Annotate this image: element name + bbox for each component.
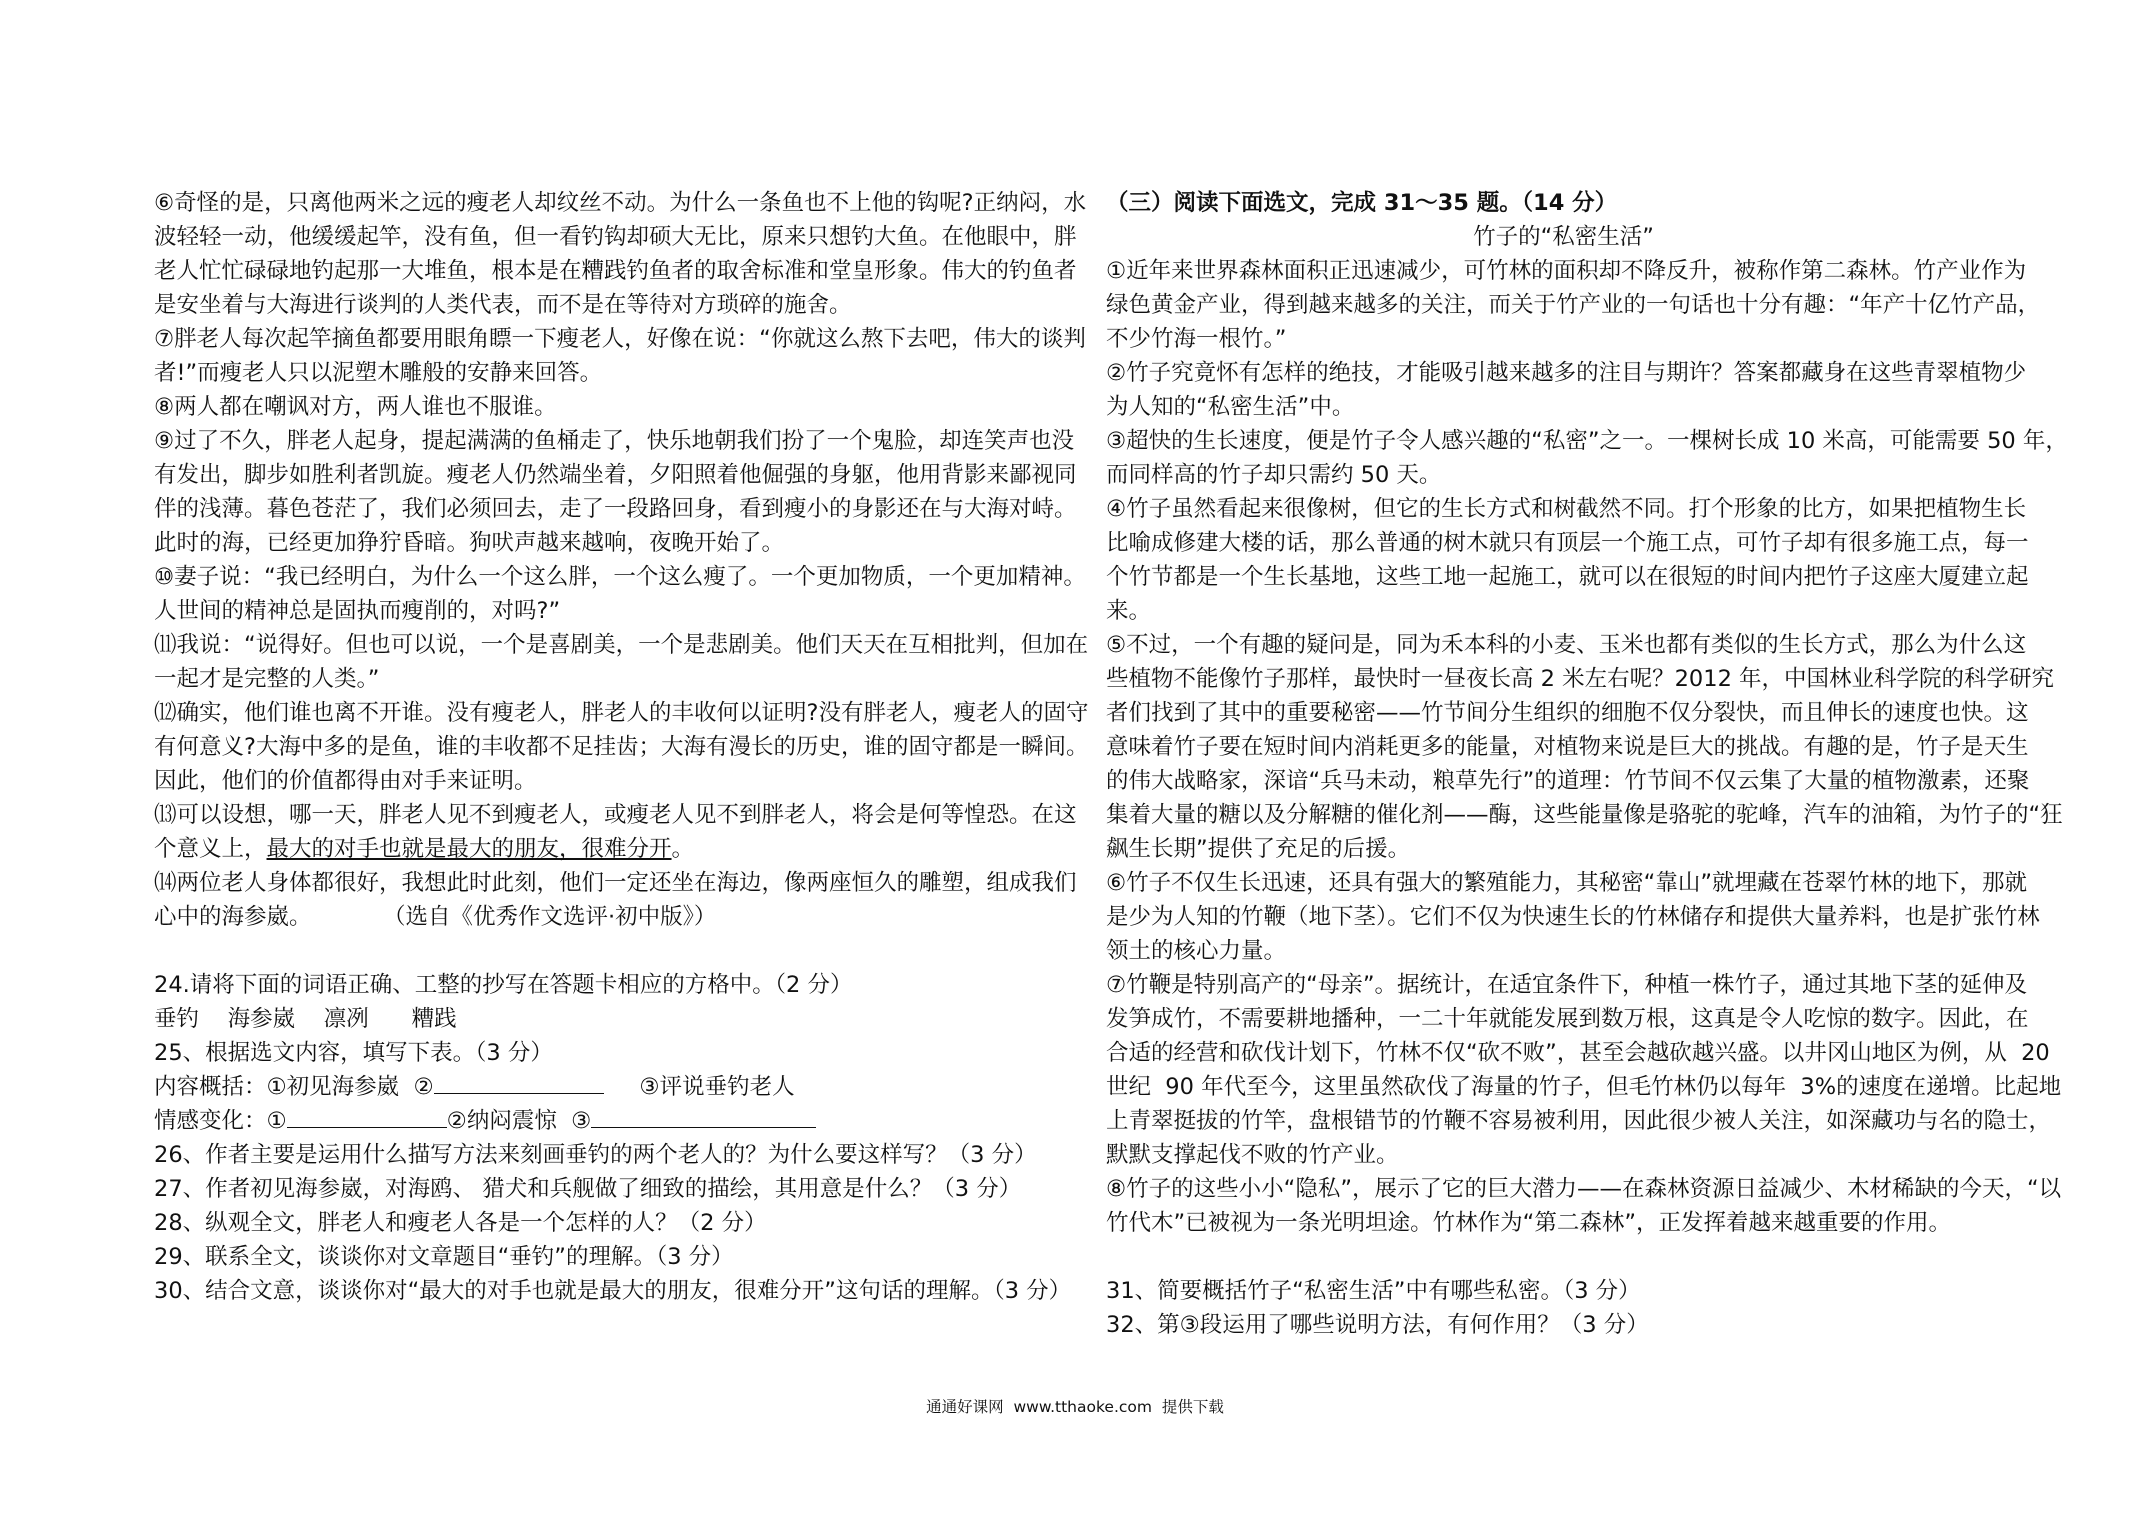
question-line: 30、结合文意，谈谈你对“最大的对手也就是最大的朋友，很难分开”这句话的理解。（3 分） <box>154 1278 1072 1304</box>
emotion-blank-1 <box>287 1105 447 1128</box>
article-line: 领土的核心力量。 <box>1106 938 1287 964</box>
article-line: 集着大量的糖以及分解糖的催化剂——酶，这些能量像是骆驼的驼峰，汽车的油箱，为竹子的“狂 <box>1106 802 2063 828</box>
article-line: 的伟大战略家，深谙“兵马未动，粮草先行”的道理：竹节间不仅云集了大量的植物激素，还聚 <box>1106 768 2030 794</box>
passage-line: 伴的浅薄。暮色苍茫了，我们必须回去，走了一段路回身，看到瘦小的身影还在与大海对峙。 <box>154 496 1077 522</box>
right-column <box>1106 186 2068 1342</box>
passage-line: ⑥奇怪的是，只离他两米之远的瘦老人却纹丝不动。为什么一条鱼也不上他的钩呢?正纳闷，水 <box>154 190 1087 216</box>
question-24-words: 垂钓 海参崴 凛冽 糟践 <box>154 1006 457 1032</box>
article-line: 发笋成竹，不需要耕地播种，一二十年就能发展到数万根，这真是令人吃惊的数字。因此，在 <box>1106 1006 2029 1032</box>
underline-prefix: 个意义上， <box>154 836 267 862</box>
article-line: ③超快的生长速度，便是竹子令人感兴趣的“私密”之一。一棵树长成 10 米高，可能需要 50 年， <box>1106 428 2068 454</box>
passage-paragraphs <box>154 186 1089 832</box>
question-line: 27、作者初见海参崴，对海鸥、 猎犬和兵舰做了细致的描绘，其用意是什么？（3 分） <box>154 1176 1022 1202</box>
underlined-sentence: 最大的对手也就是最大的朋友，很难分开 <box>266 836 672 862</box>
questions-31-32 <box>1106 1274 2021 1342</box>
article-line: 绿色黄金产业，得到越来越多的关注，而关于竹产业的一句话也十分有趣：“年产十亿竹产品， <box>1106 292 2041 318</box>
question-line: 28、纵观全文，胖老人和瘦老人各是一个怎样的人？（2 分） <box>154 1210 767 1236</box>
passage-line: ⑨过了不久，胖老人起身，提起满满的鱼桶走了，快乐地朝我们扮了一个鬼脸，却连笑声也没 <box>154 428 1075 454</box>
article-line: ①近年来世界森林面积正迅速减少，可竹林的面积却不降反升，被称作第二森林。竹产业作为 <box>1106 258 2027 284</box>
article-line: 飙生长期”提供了充足的后援。 <box>1106 836 1411 862</box>
article-line: 来。 <box>1106 598 1152 624</box>
question-line: 26、作者主要是运用什么描写方法来刻画垂钓的两个老人的？为什么要这样写？（3 分） <box>154 1142 1037 1168</box>
passage-line: ⑩妻子说：“我已经明白，为什么一个这么胖，一个这么瘦了。一个更加物质，一个更加精神。 <box>154 564 1086 590</box>
spacer <box>1106 1240 2021 1274</box>
article-line: 些植物不能像竹子那样，最快时一昼夜长高 2 米左右呢？2012 年，中国林业科学院的科学研究 <box>1106 666 2055 692</box>
emotion-change-mid: ②纳闷震惊 ③ <box>446 1108 592 1134</box>
passage-line: 一起才是完整的人类。” <box>154 666 380 692</box>
article-line: 默默支撑起伐不败的竹产业。 <box>1106 1142 1399 1168</box>
underline-suffix: 。 <box>671 836 695 862</box>
article-line: 为人知的“私密生活”中。 <box>1106 394 1355 420</box>
article-line: 世纪 90 年代至今，这里虽然砍伐了海量的竹子，但毛竹林仍以每年 3%的速度在递增。比起地 <box>1106 1074 2062 1100</box>
emotion-blank-3 <box>591 1105 816 1128</box>
passage-line: 人世间的精神总是固执而瘦削的，对吗?” <box>154 598 561 624</box>
passage-line-underlined <box>154 832 1054 866</box>
question-line: 32、第③段运用了哪些说明方法，有何作用？（3 分） <box>1106 1312 1649 1338</box>
passage-line: ⒁两位老人身体都很好，我想此时此刻，他们一定还坐在海边，像两座恒久的雕塑，组成我们 <box>154 870 1077 896</box>
article-line: 比喻成修建大楼的话，那么普通的树木就只有顶层一个施工点，可竹子却有很多施工点，每一 <box>1106 530 2029 556</box>
article-line: ⑦竹鞭是特别高产的“母亲”。据统计，在适宜条件下，种植一株竹子，通过其地下茎的延伸及 <box>1106 972 2027 998</box>
passage-line: 心中的海参崴。 （选自《优秀作文选评·初中版》） <box>154 904 717 930</box>
article-line: ④竹子虽然看起来很像树，但它的生长方式和树截然不同。打个形象的比方，如果把植物生长 <box>1106 496 2027 522</box>
passage-line: 是安坐着与大海进行谈判的人类代表，而不是在等待对方琐碎的施舍。 <box>154 292 852 318</box>
article-title: 竹子的“私密生活” <box>1473 224 1654 250</box>
left-column <box>154 186 1089 1308</box>
question-line: 31、简要概括竹子“私密生活”中有哪些私密。（3 分） <box>1106 1278 1641 1304</box>
article-line: 是少为人知的竹鞭（地下茎）。它们不仅为快速生长的竹林储存和提供大量养料，也是扩张竹林 <box>1106 904 2040 930</box>
passage-line: ⑾我说：“说得好。但也可以说，一个是喜剧美，一个是悲剧美。他们天天在互相批判，但加在 <box>154 632 1089 658</box>
article-line: 合适的经营和砍伐计划下，竹林不仅“砍不败”，甚至会越砍越兴盛。以井冈山地区为例，从 20 <box>1106 1040 2050 1066</box>
question-25-content-row <box>154 1070 1054 1104</box>
passage-line: 者!”而瘦老人只以泥塑木雕般的安静来回答。 <box>154 360 603 386</box>
article-line: 意味着竹子要在短时间内消耗更多的能量，对植物来说是巨大的挑战。有趣的是，竹子是天生 <box>1106 734 2029 760</box>
question-25: 25、根据选文内容，填写下表。（3 分） <box>154 1040 553 1066</box>
emotion-change-label: 情感变化：① <box>154 1108 287 1134</box>
article-paragraphs <box>1106 254 2068 1240</box>
article-line: 上青翠挺拔的竹竿，盘根错节的竹鞭不容易被利用，因此很少被人关注，如深藏功与名的隐士， <box>1106 1108 2052 1134</box>
article-line: 不少竹海一根竹。” <box>1106 326 1287 352</box>
passage-line: 有何意义?大海中多的是鱼，谁的丰收都不足挂齿；大海有漫长的历史，谁的固守都是一瞬间。 <box>154 734 1089 760</box>
article-line: 竹代木”已被视为一条光明坦途。竹林作为“第二森林”，正发挥着越来越重要的作用。 <box>1106 1210 1951 1236</box>
article-line: 者们找到了其中的重要秘密——竹节间分生组织的细胞不仅分裂快，而且伸长的速度也快。这 <box>1106 700 2029 726</box>
article-line: 个竹节都是一个生长基地，这些工地一起施工，就可以在很短的时间内把竹子这座大厦建立起 <box>1106 564 2029 590</box>
article-line: 而同样高的竹子却只需约 50 天。 <box>1106 462 1442 488</box>
passage-paragraphs-end <box>154 866 1077 934</box>
content-blank-2 <box>434 1071 604 1094</box>
article-line: ⑧竹子的这些小小“隐私”，展示了它的巨大潜力——在森林资源日益减少、木材稀缺的今天，“以 <box>1106 1176 2062 1202</box>
passage-line: 有发出，脚步如胜利者凯旋。瘦老人仍然端坐着，夕阳照着他倔强的身躯，他用背影来鄙视同 <box>154 462 1077 488</box>
passage-line: 老人忙忙碌碌地钓起那一大堆鱼，根本是在糟践钓鱼者的取舍标准和堂皇形象。伟大的钓鱼者 <box>154 258 1077 284</box>
questions-26-30 <box>154 1138 1072 1308</box>
passage-line: ⑦胖老人每次起竿摘鱼都要用眼角瞟一下瘦老人，好像在说：“你就这么熬下去吧，伟大的谈判 <box>154 326 1086 352</box>
section-3-header: （三）阅读下面选文，完成 31～35 题。（14 分） <box>1106 190 1618 216</box>
question-line: 29、联系全文，谈谈你对文章题目“垂钓”的理解。（3 分） <box>154 1244 734 1270</box>
footer-source: 通通好课网 www.tthaoke.com 提供下载 <box>926 1398 1224 1416</box>
question-25-emotion-row <box>154 1104 1054 1138</box>
article-line: ⑥竹子不仅生长迅速，还具有强大的繁殖能力，其秘密“靠山”就埋藏在苍翠竹林的地下，那就 <box>1106 870 2027 896</box>
content-summary-label: 内容概括：①初见海参崴 ② <box>154 1074 434 1100</box>
question-24: 24.请将下面的词语正确、工整的抄写在答题卡相应的方格中。（2 分） <box>154 972 853 998</box>
content-summary-tail: ③评说垂钓老人 <box>639 1074 795 1100</box>
spacer <box>154 934 1054 968</box>
article-line: ②竹子究竟怀有怎样的绝技，才能吸引越来越多的注目与期许？答案都藏身在这些青翠植物少 <box>1106 360 2027 386</box>
passage-line: ⑿确实，他们谁也离不开谁。没有瘦老人，胖老人的丰收何以证明?没有胖老人，瘦老人的固守 <box>154 700 1089 726</box>
passage-line: 此时的海，已经更加狰狞昏暗。狗吠声越来越响，夜晚开始了。 <box>154 530 785 556</box>
article-line: ⑤不过，一个有趣的疑问是，同为禾本科的小麦、玉米也都有类似的生长方式，那么为什么这 <box>1106 632 2027 658</box>
passage-line: ⒀可以设想，哪一天，胖老人见不到瘦老人，或瘦老人见不到胖老人，将会是何等惶恐。在这 <box>154 802 1077 828</box>
passage-line: 波轻轻一动，他缓缓起竿，没有鱼，但一看钓钩却硕大无比，原来只想钓大鱼。在他眼中，胖 <box>154 224 1077 250</box>
passage-line: ⑧两人都在嘲讽对方，两人谁也不服谁。 <box>154 394 557 420</box>
passage-line: 因此，他们的价值都得由对手来证明。 <box>154 768 537 794</box>
